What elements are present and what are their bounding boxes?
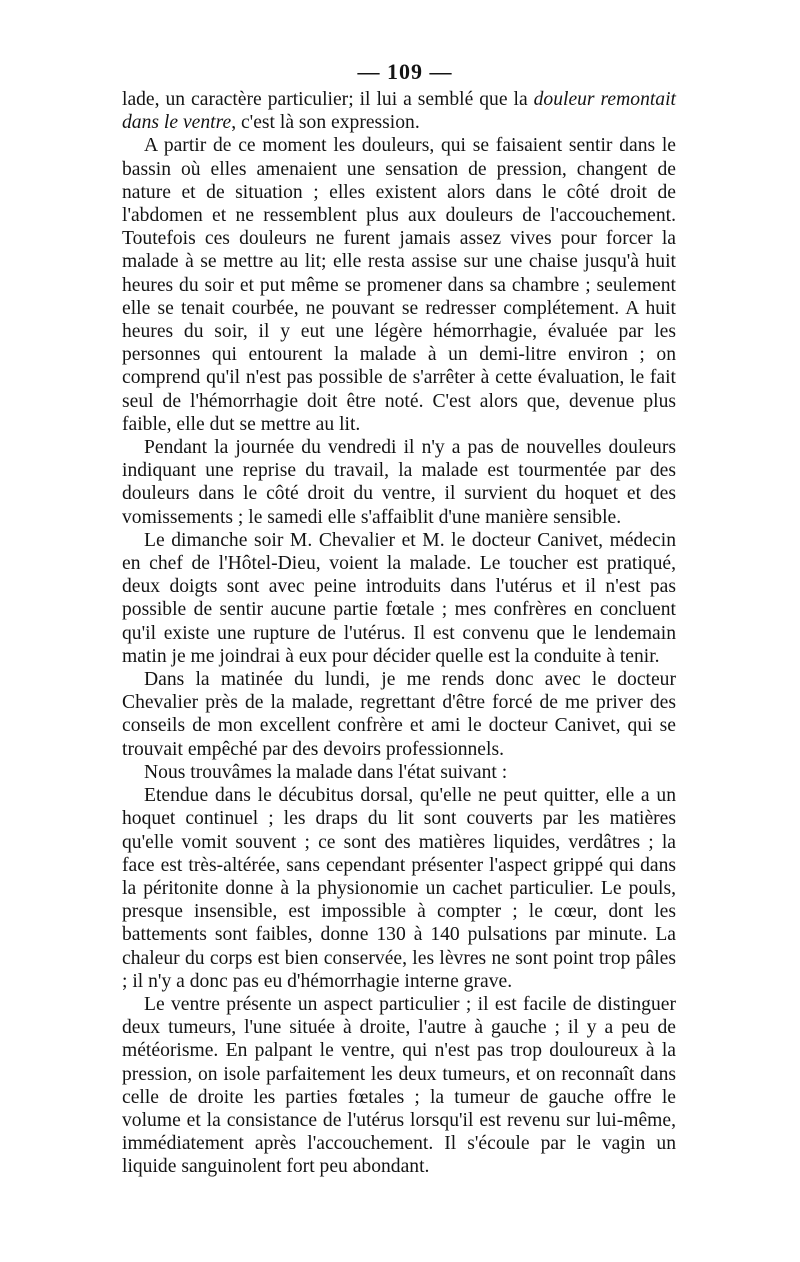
body-text	[122, 88, 676, 1179]
paragraph-7: Etendue dans le décubitus dorsal, qu'elle ne peut quitter, elle a un hoquet continuel ; les draps du lit sont couverts par les matières qu'elle vomit souvent ; ce sont des matières liquides, verdâtres ; la face est très-altérée, sans cependant présenter l'aspect grippé qui dans la péritonite donne à la physionomie un cachet particulier. Le pouls, presque insensible, est impossible à compter ; le cœur, dont les battements sont faibles, donne 130 à 140 pulsations par minute. La chaleur du corps est bien conservée, les lèvres ne sont point trop pâles ; il n'y a donc pas eu d'hémorrhagie interne grave.	[122, 785, 676, 992]
paragraph-8: Le ventre présente un aspect particulier ; il est facile de distinguer deux tumeurs, l'une située à droite, l'autre à gauche ; il y a peu de météorisme. En palpant le ventre, qui n'est pas trop douloureux à la pression, on isole parfaitement les deux tumeurs, et on reconnaît dans celle de droite les parties fœtales ; la tumeur de gauche offre le volume et la consistance de l'utérus lorsqu'il est revenu sur lui-même, immédiatement après l'accouchement. Il s'écoule par le vagin un liquide sanguinolent fort peu abondant.	[122, 993, 676, 1178]
paragraph-3: Pendant la journée du vendredi il n'y a pas de nouvelles douleurs indiquant une reprise du travail, la malade est tourmentée par des douleurs dans le côté droit du ventre, il survient du hoquet et des vomissements ; le samedi elle s'affaiblit d'une manière sensible.	[122, 437, 676, 528]
book-page	[122, 56, 676, 1179]
paragraph-6: Nous trouvâmes la malade dans l'état suivant :	[144, 761, 508, 783]
paragraph-1	[122, 88, 676, 134]
paragraph-2: A partir de ce moment les douleurs, qui se faisaient sentir dans le bassin où elles amenaient une sensation de pression, changent de nature et de situation ; elles existent alors dans le côté droit de l'abdomen et ne ressemblent plus aux douleurs de l'accouchement. Toutefois ces douleurs ne furent jamais assez vives pour forcer la malade à se mettre au lit; elle resta assise sur une chaise jusqu'à huit heures du soir et put même se promener dans sa chambre ; seulement elle se tenait courbée, ne pouvant se redresser complétement. A huit heures du soir, il y eut une légère hémorrhagie, évaluée par les personnes qui entourent la malade à un demi-litre environ ; on comprend qu'il n'est pas possible de s'arrêter à cette évaluation, le fait seul de l'hémorrhagie doit être noté. C'est alors que, devenue plus faible, elle dut se mettre au lit.	[122, 135, 676, 435]
paragraph-1-italic: douleur remontait dans le ventre	[122, 89, 676, 134]
paragraph-4: Le dimanche soir M. Chevalier et M. le docteur Canivet, médecin en chef de l'Hôtel-Dieu, voient la malade. Le toucher est pratiqué, deux doigts sont avec peine introduits dans l'utérus et il n'est pas possible de sentir aucune partie fœtale ; mes confrères en concluent qu'il existe une rupture de l'utérus. Il est convenu que le lendemain matin je me joindrai à eux pour décider quelle est la conduite à tenir.	[122, 529, 676, 667]
page-number: — 109 —	[357, 59, 453, 84]
paragraph-5: Dans la matinée du lundi, je me rends donc avec le docteur Chevalier près de la malade, regrettant d'être forcé de me priver des conseils de mon excellent confrère et ami le docteur Canivet, qui se trouvait empêché par des devoirs professionnels.	[122, 669, 676, 760]
paragraph-1-after: , c'est là son expression.	[231, 112, 420, 134]
paragraph-1-before: lade, un caractère particulier; il lui a semblé que la	[122, 89, 534, 110]
